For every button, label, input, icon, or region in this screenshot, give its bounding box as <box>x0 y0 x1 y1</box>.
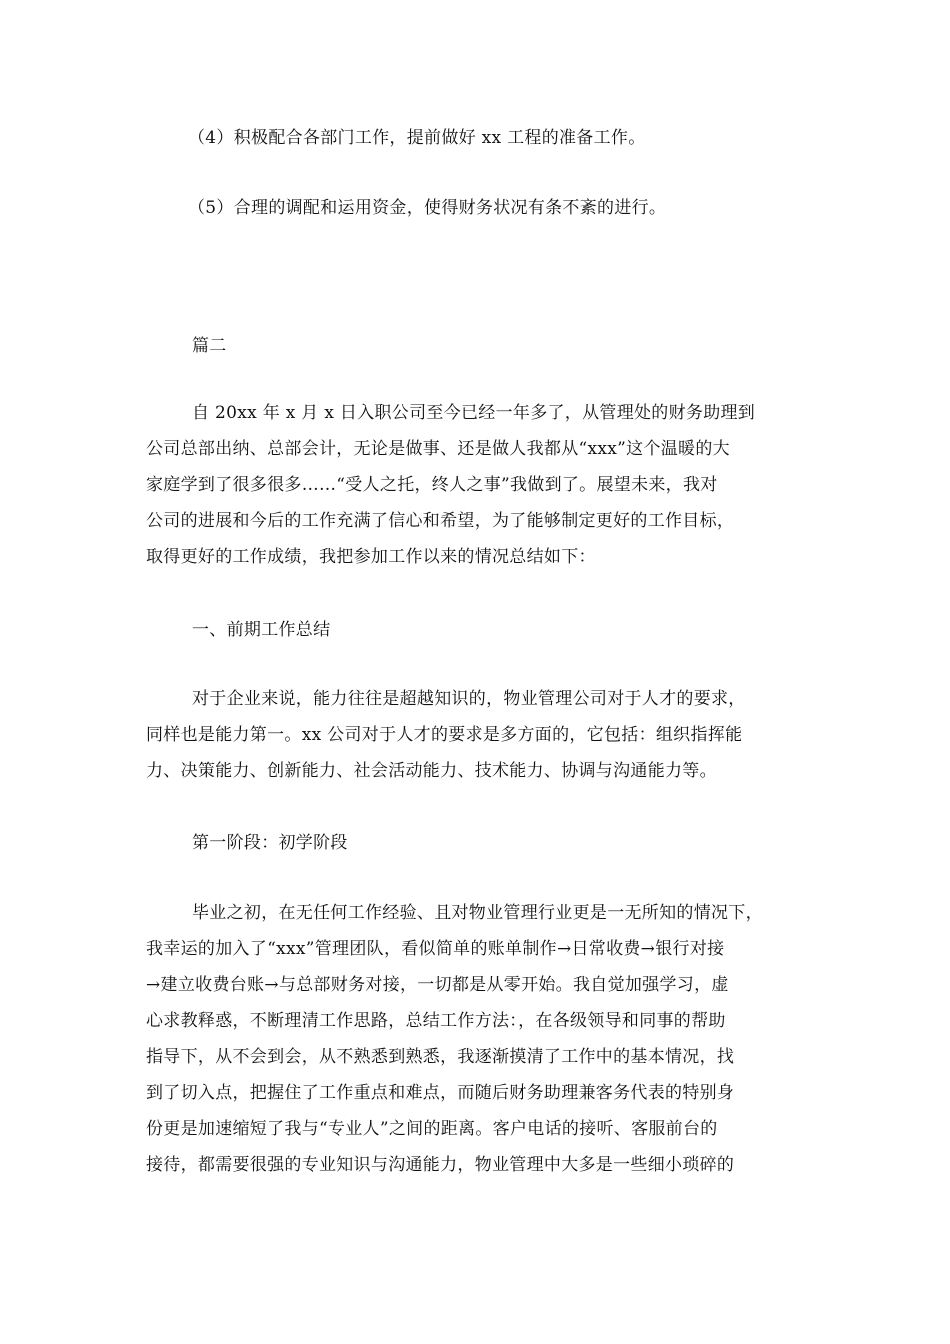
intro-line-4: 公司的进展和今后的工作充满了信心和希望，为了能够制定更好的工作目标， <box>146 511 735 531</box>
para2-line-1: 毕业之初，在无任何工作经验、且对物业管理行业更是一无所知的情况下， <box>192 903 763 923</box>
para2-line-8: 接待，都需要很强的专业知识与沟通能力，物业管理中大多是一些细小琐碎的 <box>146 1155 735 1175</box>
intro-line-5: 取得更好的工作成绩，我把参加工作以来的情况总结如下： <box>146 547 596 567</box>
list-item-4: （4）积极配合各部门工作，提前做好 xx 工程的准备工作。 <box>188 128 646 148</box>
para2-line-7: 份更是加速缩短了我与“专业人”之间的距离。客户电话的接听、客服前台的 <box>146 1119 718 1139</box>
section-title: 篇二 <box>192 336 227 356</box>
heading-stage-one: 第一阶段：初学阶段 <box>192 833 348 853</box>
para2-line-5: 指导下，从不会到会，从不熟悉到熟悉，我逐渐摸清了工作中的基本情况，找 <box>146 1047 735 1067</box>
para2-line-4: 心求教释惑，不断理清工作思路，总结工作方法：，在各级领导和同事的帮助 <box>146 1011 726 1031</box>
para1-line-2: 同样也是能力第一。xx 公司对于人才的要求是多方面的，它包括：组织指挥能 <box>146 725 743 745</box>
intro-line-2: 公司总部出纳、总部会计，无论是做事、还是做人我都从“xxx”这个温暖的大 <box>146 439 730 459</box>
para2-line-6: 到了切入点，把握住了工作重点和难点，而随后财务助理兼客务代表的特别身 <box>146 1083 735 1103</box>
list-item-5: （5）合理的调配和运用资金，使得财务状况有条不紊的进行。 <box>188 198 667 218</box>
intro-line-3: 家庭学到了很多很多……“受人之托，终人之事”我做到了。展望未来，我对 <box>146 475 718 495</box>
para2-line-3: →建立收费台账→与总部财务对接，一切都是从零开始。我自觉加强学习，虚 <box>146 975 729 995</box>
heading-early-work-summary: 一、前期工作总结 <box>192 620 331 640</box>
para1-line-3: 力、决策能力、创新能力、社会活动能力、技术能力、协调与沟通能力等。 <box>146 761 717 781</box>
para1-line-1: 对于企业来说，能力往往是超越知识的，物业管理公司对于人才的要求， <box>192 689 746 709</box>
para2-line-2: 我幸运的加入了“xxx”管理团队，看似简单的账单制作→日常收费→银行对接 <box>146 939 725 959</box>
intro-line-1: 自 20xx 年 x 月 x 日入职公司至今已经一年多了，从管理处的财务助理到 <box>192 403 756 423</box>
